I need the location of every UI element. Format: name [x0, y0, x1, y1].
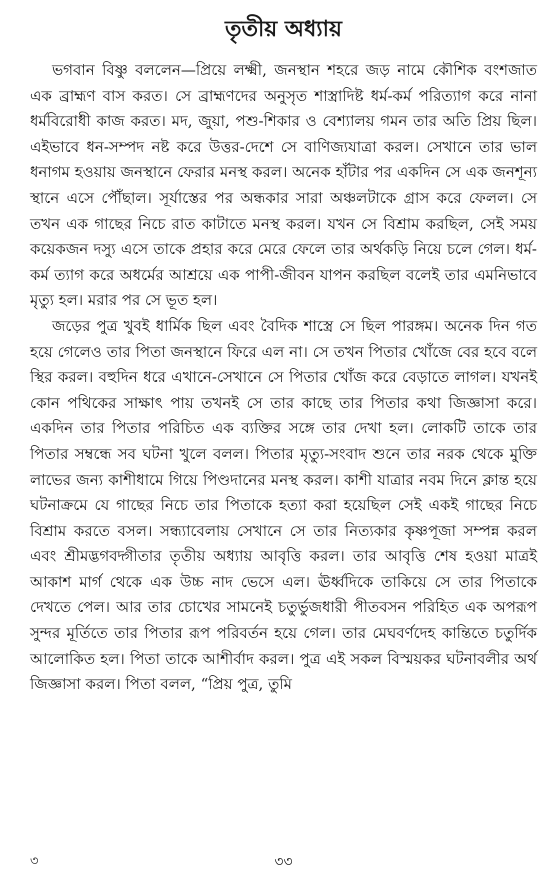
page-footer: [30, 850, 537, 874]
paragraph-1: ভগবান বিষ্ণু বললেন—প্রিয়ে লক্ষ্মী, জনস্থান শহরে জড় নামে কৌশিক বংশজাত এক ব্রাহ্মণ বাস করত। সে ব্রাহ্মণদের অনুসৃত শাস্ত্রাদিষ্ট ধর্ম-কর্ম পরিত্যাগ করে নানা ধর্মবিরোধী কাজ করত। মদ, জুয়া, পশু-শিকার ও বেশ্যালয় গমন তার অতি প্রিয় ছিল। এইভাবে ধন-সম্পদ নষ্ট করে উত্তর-দেশে সে বাণিজ্যযাত্রা করল। সেখানে তার ভাল ধনাগম হওয়ায় জনস্থানে ফেরার মনস্থ করল। অনেক হাঁটার পর একদিন সে এক জনশূন্য স্থানে এসে পৌঁছাল। সূর্যাস্তের পর অন্ধকার সারা অঞ্চলটাকে গ্রাস করে ফেলল। সে তখন এক গাছের নিচে রাত কাটাতে মনস্থ করল। যখন সে বিশ্রাম করছিল, সেই সময় কয়েকজন দস্যু এসে তাকে প্রহার করে মেরে ফেলে তার অর্থকড়ি নিয়ে চলে গেল। ধর্ম-কর্ম ত্যাগ করে অধর্মের আশ্রয়ে এক পাপী-জীবন যাপন করছিল বলেই তার এমনিভাবে মৃত্যু হল। মরার পর সে ভূত হল।: [30, 61, 537, 310]
paragraph-2: জড়ের পুত্র খুবই ধার্মিক ছিল এবং বৈদিক শাস্ত্রে সে ছিল পারঙ্গম। অনেক দিন গত হয়ে গেলেও তার পিতা জনস্থানে ফিরে এল না। সে তখন পিতার খোঁজে বের হবে বলে স্থির করল। বহুদিন ধরে এখানে-সেখানে সে পিতার খোঁজ করে বেড়াতে লাগল। যখনই কোন পথিকের সাক্ষাৎ পায় তখনই সে তার কাছে তার পিতার কথা জিজ্ঞাসা করে। একদিন তার পিতার পরিচিত এক ব্যক্তির সঙ্গে তার দেখা হল। লোকটি তাকে তার পিতার সম্বন্ধে সব ঘটনা খুলে বলল। পিতার মৃত্যু-সংবাদ শুনে তার নরক থেকে মুক্তি লাভের জন্য কাশীধামে গিয়ে পিণ্ডদানের মনস্থ করল। কাশী যাত্রার নবম দিনে ক্লান্ত হয়ে ঘটনাক্রমে যে গাছের নিচে তার পিতাকে হত্যা করা হয়েছিল সেই একই গাছের নিচে বিশ্রাম করতে বসল। সন্ধ্যাবেলায় সেখানে সে তার নিত্যকার কৃষ্ণপূজা সম্পন্ন করল এবং শ্রীমদ্ভগবদ্গীতার তৃতীয় অধ্যায় আবৃত্তি করল। তার আবৃত্তি শেষ হওয়া মাত্রই আকাশ মার্গ থেকে এক উচ্চ নাদ ভেসে এল। ঊর্ধ্বদিকে তাকিয়ে সে তার পিতাকে দেখতে পেল। আর তার চোখের সামনেই চতুর্ভুজধারী পীতবসন পরিহিত এক অপরূপ সুন্দর মূর্তিতে তার পিতার রূপ পরিবর্তন হয়ে গেল। তার মেঘবর্ণদেহ কান্তিতে চতুর্দিক আলোকিত হল। পিতা তাকে আশীর্বাদ করল। পুত্র এই সকল বিস্ময়কর ঘটনাবলীর অর্থ জিজ্ঞাসা করল। পিতা বলল, “প্রিয় পুত্র, তুমি: [30, 316, 537, 694]
page-number: ৩৩: [274, 854, 293, 870]
signature-marker: ৩: [30, 854, 39, 869]
chapter-title: তৃতীয় অধ্যায়: [224, 16, 343, 42]
